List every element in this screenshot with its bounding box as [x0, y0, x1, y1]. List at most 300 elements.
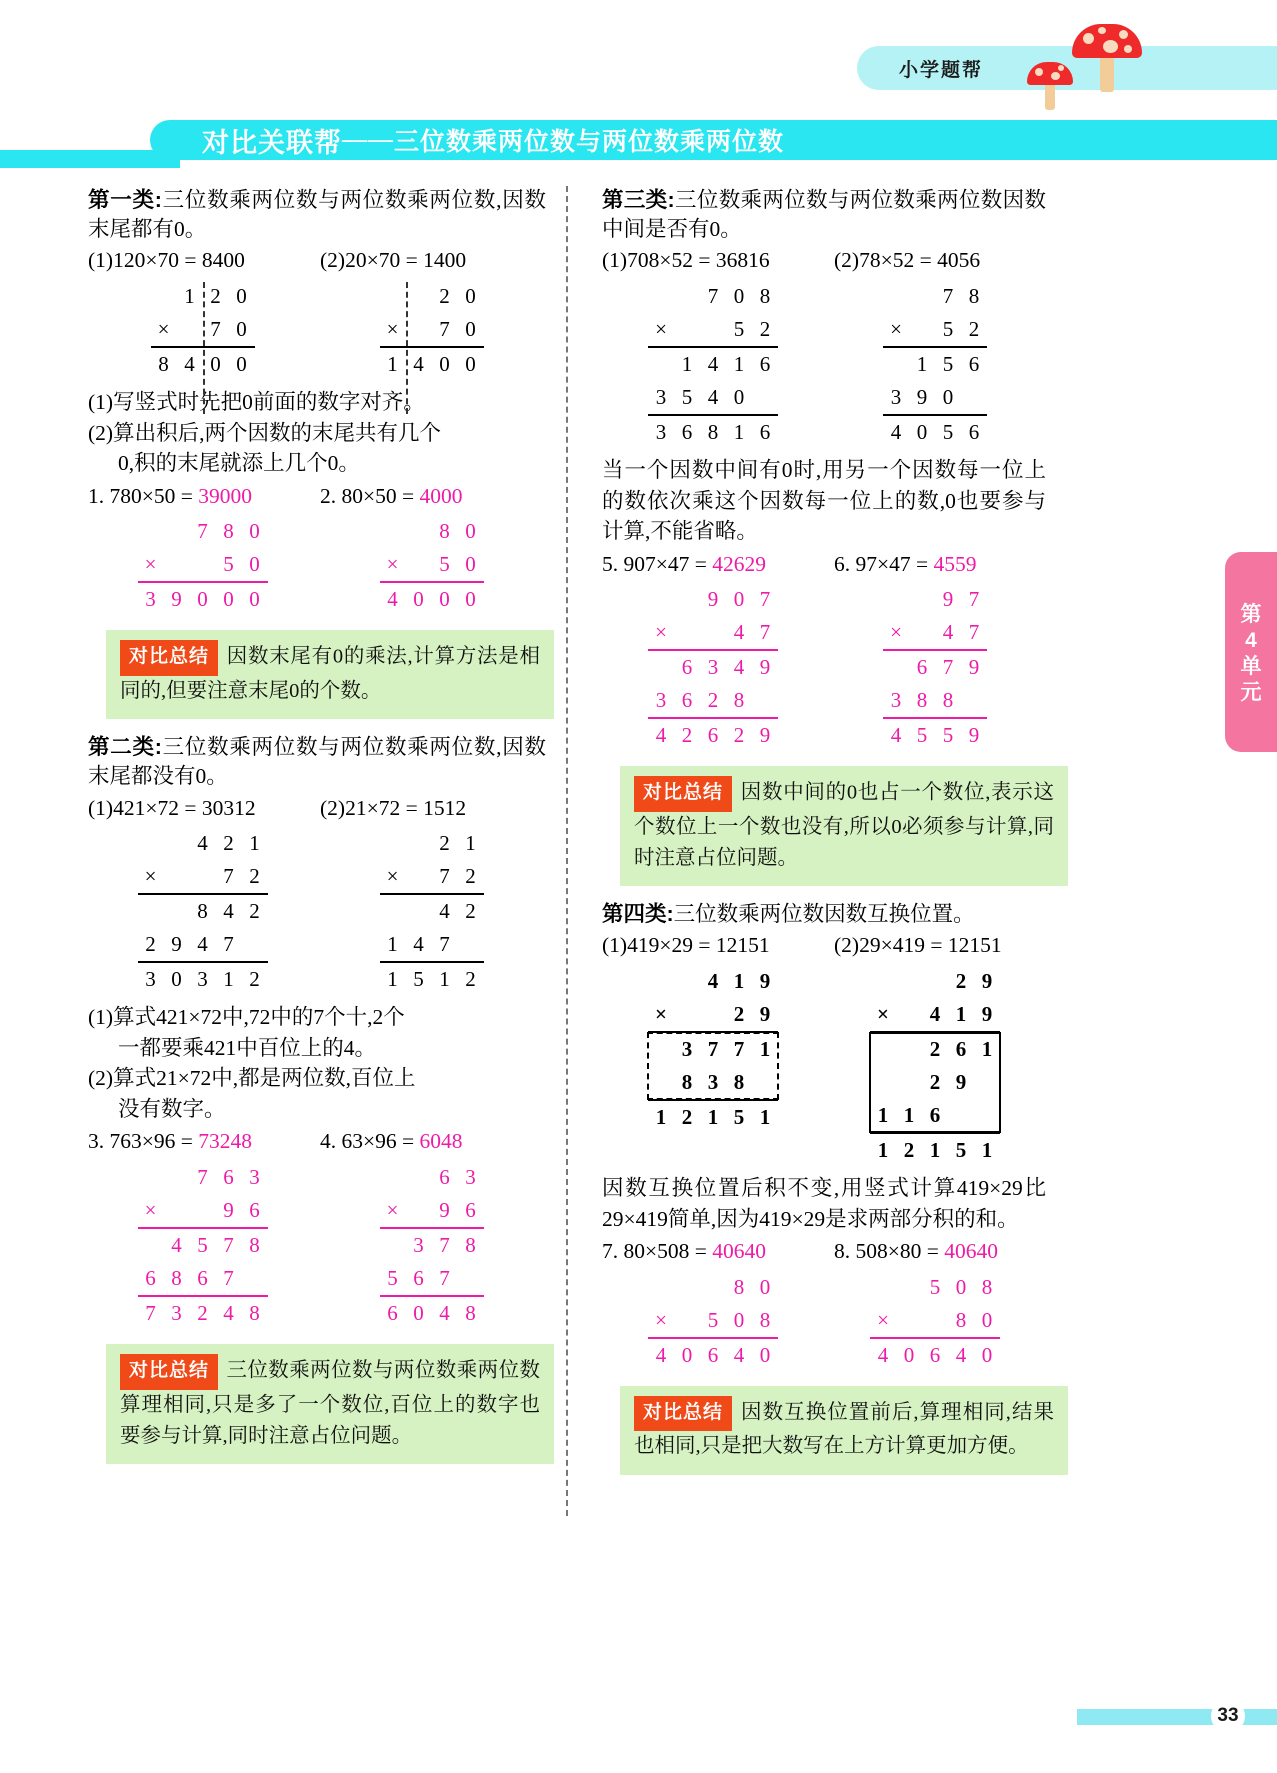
calc-digit: 8 [439, 519, 450, 544]
calc-digit: 6 [439, 1164, 450, 1189]
calc-digit: 7 [439, 1265, 450, 1290]
calc-digit: 1 [387, 351, 398, 376]
calc-row [648, 1339, 778, 1372]
calc-digit: 6 [465, 1197, 476, 1222]
practice-answer: 6048 [419, 1129, 463, 1154]
calc-digit: 4 [439, 899, 450, 924]
practice-question: 4. 63×96 = [320, 1129, 420, 1154]
partial-products-group [883, 651, 987, 717]
calc-digit: 4 [197, 831, 208, 856]
vertical-calculation [870, 1271, 1000, 1372]
calc-digit: 2 [465, 967, 476, 992]
calc-digit: 4 [929, 1001, 941, 1026]
calc-digit: 4 [942, 620, 954, 645]
calc-row [883, 280, 987, 313]
practice-calculations [602, 583, 1046, 752]
calc-row [870, 1271, 1000, 1304]
partial-products-group [648, 348, 778, 414]
note-number: (2) [88, 420, 114, 445]
unit-tab-line-1: 第 [1240, 602, 1262, 626]
banner-subtitle: 三位数乘两位数与两位数乘两位数 [394, 129, 785, 156]
calc-row [380, 963, 484, 996]
vertical-calculation [870, 965, 1000, 1167]
calc-digit: 4 [655, 723, 667, 748]
calc-digit: 5 [942, 419, 954, 444]
banner-bar [150, 120, 1277, 160]
calc-row-multiplier [648, 1304, 778, 1337]
calc-digit: 6 [223, 1164, 234, 1189]
practice-question: 6. 97×47 = [834, 551, 934, 576]
calc-row [870, 965, 1000, 998]
calc-digit: 0 [681, 1342, 693, 1367]
calc-digit: 2 [955, 968, 967, 993]
summary-text: 因数互换位置前后,算理相同,结果也相同,只是把大数写在上方计算更加方便。 [634, 1401, 1054, 1458]
calculation-slot [824, 965, 1046, 1167]
calc-digit: 0 [236, 351, 247, 376]
calc-digit: 8 [759, 283, 771, 308]
calc-digit: 7 [759, 587, 771, 612]
calc-row-multiplier [648, 998, 778, 1031]
calc-row [883, 416, 987, 449]
calc-row [138, 583, 268, 616]
calc-row [883, 381, 987, 414]
calc-digit: 6 [968, 419, 980, 444]
calc-row-multiplier [870, 998, 1000, 1031]
calc-row [380, 348, 484, 381]
calc-row [648, 684, 778, 717]
calc-row [870, 1099, 1000, 1132]
calc-digit: 7 [439, 864, 450, 889]
calc-digit: 1 [877, 1102, 889, 1127]
practice-equation [320, 1126, 463, 1157]
calc-digit: 5 [733, 316, 745, 341]
category-note [88, 1063, 546, 1094]
multiply-operator: × [157, 316, 170, 341]
calc-digit: 4 [197, 932, 208, 957]
calc-row [648, 348, 778, 381]
calc-digit: 8 [759, 1307, 771, 1332]
calc-digit: 3 [171, 1300, 182, 1325]
calc-digit: 8 [942, 688, 954, 713]
zero-separator-line [203, 282, 205, 414]
calc-digit: 9 [916, 384, 928, 409]
calc-row [380, 1161, 484, 1194]
calc-digit: 4 [223, 899, 234, 924]
calc-digit: 6 [759, 419, 771, 444]
calc-digit: 3 [655, 419, 667, 444]
calc-row-multiplier [883, 313, 987, 346]
category-title: 三位数乘两位数因数互换位置。 [673, 902, 975, 927]
vertical-calculation [648, 1271, 778, 1372]
corner-badge [857, 46, 1277, 94]
calc-digit: 0 [465, 283, 476, 308]
calc-digit: 1 [465, 831, 476, 856]
calc-digit: 7 [439, 932, 450, 957]
calc-digit: 1 [955, 1001, 967, 1026]
comparison-summary-box [620, 1386, 1068, 1475]
multiply-operator: × [655, 1001, 667, 1026]
calc-row [883, 684, 987, 717]
calc-digit: 6 [707, 723, 719, 748]
calc-digit: 4 [387, 587, 398, 612]
category-heading [602, 900, 1046, 929]
partial-products-group [648, 651, 778, 717]
calc-digit: 2 [465, 899, 476, 924]
practice-equations [602, 549, 1046, 580]
calc-row [870, 1134, 1000, 1167]
practice-calculations [88, 1161, 546, 1330]
summary-text: 因数中间的0也占一个数位,表示这个数位上一个数也没有,所以0必须参与计算,同时注意占位问题。 [634, 781, 1054, 870]
note-text: 算出积后,两个因数的末尾共有几个 [113, 420, 441, 445]
multiply-operator: × [144, 1197, 157, 1222]
calc-digit: 9 [968, 723, 980, 748]
calc-digit: 9 [955, 1069, 967, 1094]
calc-digit: 1 [981, 1137, 993, 1162]
calc-digit: 0 [210, 351, 221, 376]
calc-row [138, 515, 268, 548]
calc-digit: 7 [942, 283, 954, 308]
calc-digit: 0 [759, 1274, 771, 1299]
calculation-slot [88, 827, 317, 996]
calc-row [380, 895, 484, 928]
calc-digit: 0 [249, 552, 260, 577]
calc-digit: 2 [223, 831, 234, 856]
calc-digit: 1 [655, 1104, 667, 1129]
calc-digit: 9 [707, 587, 719, 612]
practice-equation [834, 549, 977, 580]
calc-row [870, 1066, 1000, 1099]
calc-digit: 4 [890, 419, 902, 444]
category-note [602, 1173, 1046, 1234]
calc-digit: 4 [955, 1342, 967, 1367]
calc-digit: 6 [916, 655, 928, 680]
practice-answer: 73248 [198, 1129, 253, 1154]
calc-digit: 1 [249, 831, 260, 856]
calc-row [138, 895, 268, 928]
calc-row [138, 827, 268, 860]
calc-row [883, 583, 987, 616]
calc-digit: 0 [903, 1342, 915, 1367]
calc-row-multiplier [380, 313, 484, 346]
calculation-slot [824, 280, 1046, 449]
column-divider [566, 186, 568, 1516]
practice-equation [602, 1236, 834, 1267]
calc-digit: 7 [707, 1036, 719, 1061]
calc-digit: 2 [439, 283, 450, 308]
multiply-operator: × [890, 620, 902, 645]
example-equation: (2)20×70 = 1400 [320, 248, 467, 273]
calc-row [138, 928, 268, 961]
calc-digit: 2 [903, 1137, 915, 1162]
example-equation: (2)78×52 = 4056 [834, 248, 981, 273]
practice-answer: 42629 [712, 551, 767, 576]
note-text: 写竖式时先把0前面的数字对齐。 [113, 389, 425, 414]
calc-digit: 6 [929, 1342, 941, 1367]
vertical-calculation [138, 515, 268, 616]
practice-answer: 4559 [933, 551, 977, 576]
practice-equation [320, 481, 463, 512]
calc-digit: 9 [439, 1197, 450, 1222]
calc-digit: 7 [968, 587, 980, 612]
calc-digit: 8 [465, 1232, 476, 1257]
example-calculations [88, 280, 546, 381]
calc-digit: 4 [439, 1300, 450, 1325]
summary-content [120, 1354, 540, 1452]
practice-question: 3. 763×96 = [88, 1129, 199, 1154]
banner-title: 对比关联帮 [202, 127, 342, 158]
vertical-calculation [380, 280, 484, 381]
calc-digit: 1 [733, 351, 745, 376]
example-equations [602, 930, 1046, 961]
calc-digit: 7 [223, 932, 234, 957]
calc-digit: 0 [465, 519, 476, 544]
calculation-slot [824, 583, 1046, 752]
calc-digit: 4 [655, 1342, 667, 1367]
calc-digit: 9 [968, 655, 980, 680]
calc-row [883, 719, 987, 752]
multiply-operator: × [386, 316, 399, 341]
calc-row [648, 965, 778, 998]
calc-digit: 8 [707, 419, 719, 444]
vertical-calculation [138, 827, 268, 996]
calc-row [870, 1033, 1000, 1066]
calc-row [138, 963, 268, 996]
summary-tag-label: 对比总结 [120, 1354, 218, 1390]
category-note [88, 387, 546, 418]
calc-digit: 6 [707, 1342, 719, 1367]
calc-digit: 0 [249, 519, 260, 544]
calc-row [883, 651, 987, 684]
practice-question: 2. 80×50 = [320, 483, 420, 508]
calc-digit: 7 [733, 1036, 745, 1061]
calc-row [648, 416, 778, 449]
calc-digit: 2 [210, 283, 221, 308]
practice-equations [88, 1126, 546, 1157]
calc-digit: 6 [759, 351, 771, 376]
calculation-slot [88, 515, 317, 616]
calculation-slot [602, 965, 824, 1167]
calc-digit: 3 [681, 1036, 693, 1061]
category-title: 三位数乘两位数与两位数乘两位数,因数末尾都有0。 [88, 188, 546, 242]
practice-calculations [88, 515, 546, 616]
calc-digit: 1 [981, 1036, 993, 1061]
note-text-continued: 没有数字。 [118, 1096, 226, 1121]
calculation-slot [602, 1271, 824, 1372]
calc-digit: 7 [223, 1232, 234, 1257]
calc-digit: 1 [903, 1102, 915, 1127]
calc-row [648, 280, 778, 313]
multiply-operator: × [877, 1001, 889, 1026]
calc-row [138, 1262, 268, 1295]
calc-row-multiplier [138, 860, 268, 893]
calc-row [138, 1297, 268, 1330]
calc-digit: 3 [145, 967, 156, 992]
practice-answer: 4000 [419, 483, 463, 508]
calculation-slot [317, 280, 546, 381]
calc-row-multiplier [648, 313, 778, 346]
calc-digit: 7 [759, 620, 771, 645]
corner-label: 小学题帮 [899, 60, 984, 81]
category-label: 第四类: [602, 902, 674, 927]
calc-digit: 4 [707, 351, 719, 376]
calc-digit: 3 [890, 384, 902, 409]
vertical-calculation [648, 583, 778, 752]
multiply-operator: × [386, 864, 399, 889]
multiply-operator: × [655, 1307, 667, 1332]
practice-question: 7. 80×508 = [602, 1239, 713, 1264]
partial-products-group [380, 1229, 484, 1295]
calc-digit: 2 [681, 723, 693, 748]
calc-digit: 0 [981, 1307, 993, 1332]
example-equations [602, 245, 1046, 276]
calc-digit: 6 [681, 419, 693, 444]
calc-digit: 2 [197, 1300, 208, 1325]
category-note [88, 1002, 546, 1033]
vertical-calculation [138, 1161, 268, 1330]
summary-tag-label: 对比总结 [634, 776, 732, 812]
calc-digit: 4 [733, 655, 745, 680]
comparison-summary-box [106, 630, 554, 719]
practice-calculations [602, 1271, 1046, 1372]
calc-digit: 0 [916, 419, 928, 444]
calc-digit: 4 [890, 723, 902, 748]
note-text-continued: 一都要乘421中百位上的4。 [118, 1035, 377, 1060]
calc-digit: 5 [413, 967, 424, 992]
calc-digit: 8 [223, 519, 234, 544]
vertical-calculation [380, 1161, 484, 1330]
vertical-calculation [648, 965, 778, 1167]
unit-tab-line-3: 单 [1240, 655, 1262, 678]
category-title: 三位数乘两位数与两位数乘两位数,因数末尾都没有0。 [88, 735, 546, 789]
calc-digit: 4 [223, 1300, 234, 1325]
category-title: 三位数乘两位数与两位数乘两位数因数中间是否有0。 [602, 188, 1046, 242]
calc-digit: 3 [655, 688, 667, 713]
vertical-calculation [380, 827, 484, 996]
practice-question: 1. 780×50 = [88, 483, 199, 508]
calc-digit: 9 [981, 968, 993, 993]
zero-separator-line [406, 282, 408, 414]
calc-digit: 2 [465, 864, 476, 889]
calc-digit: 3 [413, 1232, 424, 1257]
calc-digit: 7 [439, 1232, 450, 1257]
calc-digit: 5 [942, 316, 954, 341]
calc-digit: 0 [465, 552, 476, 577]
calc-digit: 2 [759, 316, 771, 341]
category-heading [88, 733, 546, 791]
calc-digit: 6 [197, 1265, 208, 1290]
calc-digit: 0 [981, 1342, 993, 1367]
calc-digit: 2 [249, 967, 260, 992]
calc-digit: 7 [197, 519, 208, 544]
calc-digit: 8 [981, 1274, 993, 1299]
calc-row [648, 1101, 778, 1134]
category-label: 第三类: [602, 188, 675, 212]
calc-row-multiplier [380, 1194, 484, 1227]
calc-digit: 6 [413, 1265, 424, 1290]
calc-digit: 7 [707, 283, 719, 308]
calc-digit: 0 [236, 283, 247, 308]
calc-digit: 8 [968, 283, 980, 308]
note-text-continued: 0,积的末尾就添上几个0。 [118, 451, 360, 476]
calc-digit: 8 [171, 1265, 182, 1290]
practice-answer: 40640 [944, 1239, 999, 1264]
multiply-operator: × [655, 620, 667, 645]
calc-digit: 5 [223, 552, 234, 577]
calc-digit: 9 [171, 932, 182, 957]
calc-digit: 8 [733, 1274, 745, 1299]
calc-digit: 5 [916, 723, 928, 748]
example-equation: (1)419×29 = 12151 [602, 933, 770, 958]
left-column [88, 186, 558, 1516]
partial-products-group [870, 1033, 1000, 1132]
calc-digit: 3 [249, 1164, 260, 1189]
calculation-slot [602, 583, 824, 752]
calc-row-multiplier [883, 616, 987, 649]
calc-row [883, 348, 987, 381]
calc-digit: 1 [681, 351, 693, 376]
calc-row-multiplier [870, 1304, 1000, 1337]
calc-digit: 0 [439, 351, 450, 376]
calc-digit: 9 [759, 723, 771, 748]
calc-row [648, 1066, 778, 1099]
note-number: (1) [88, 1005, 114, 1030]
calc-digit: 0 [197, 587, 208, 612]
calculation-slot [88, 280, 317, 381]
calc-digit: 1 [707, 1104, 719, 1129]
calc-digit: 0 [465, 316, 476, 341]
example-equation: (1)421×72 = 30312 [88, 795, 256, 820]
calc-digit: 1 [387, 932, 398, 957]
summary-tag-label: 对比总结 [634, 1396, 732, 1432]
example-equation: (2)21×72 = 1512 [320, 795, 467, 820]
practice-equations [88, 481, 546, 512]
calc-row [648, 583, 778, 616]
calc-digit: 5 [733, 1104, 745, 1129]
practice-question: 8. 508×80 = [834, 1239, 945, 1264]
calc-digit: 1 [759, 1036, 771, 1061]
calc-digit: 0 [759, 1342, 771, 1367]
calc-digit: 8 [249, 1232, 260, 1257]
calc-digit: 8 [733, 1069, 745, 1094]
note-text: 算式421×72中,72中的7个十,2个 [113, 1005, 405, 1030]
example-equation: (1)120×70 = 8400 [88, 248, 245, 273]
content-columns [88, 186, 1058, 1516]
calc-digit: 4 [413, 932, 424, 957]
calc-digit: 5 [707, 1307, 719, 1332]
calc-row [380, 928, 484, 961]
partial-products-group [138, 1229, 268, 1295]
calc-digit: 0 [465, 351, 476, 376]
calc-digit: 4 [733, 1342, 745, 1367]
calc-digit: 5 [942, 351, 954, 376]
calc-digit: 5 [929, 1274, 941, 1299]
calc-digit: 3 [465, 1164, 476, 1189]
calc-row [648, 1033, 778, 1066]
category-note [602, 455, 1046, 547]
calc-digit: 2 [249, 899, 260, 924]
calc-digit: 0 [439, 587, 450, 612]
multiply-operator: × [877, 1307, 889, 1332]
category-label: 第二类: [88, 735, 162, 760]
calc-row [648, 651, 778, 684]
calc-digit: 4 [171, 1232, 182, 1257]
practice-equation [88, 481, 320, 512]
calc-row [648, 1271, 778, 1304]
calculation-slot [317, 827, 546, 996]
calc-digit: 9 [171, 587, 182, 612]
calc-digit: 6 [681, 688, 693, 713]
calc-digit: 4 [707, 384, 719, 409]
